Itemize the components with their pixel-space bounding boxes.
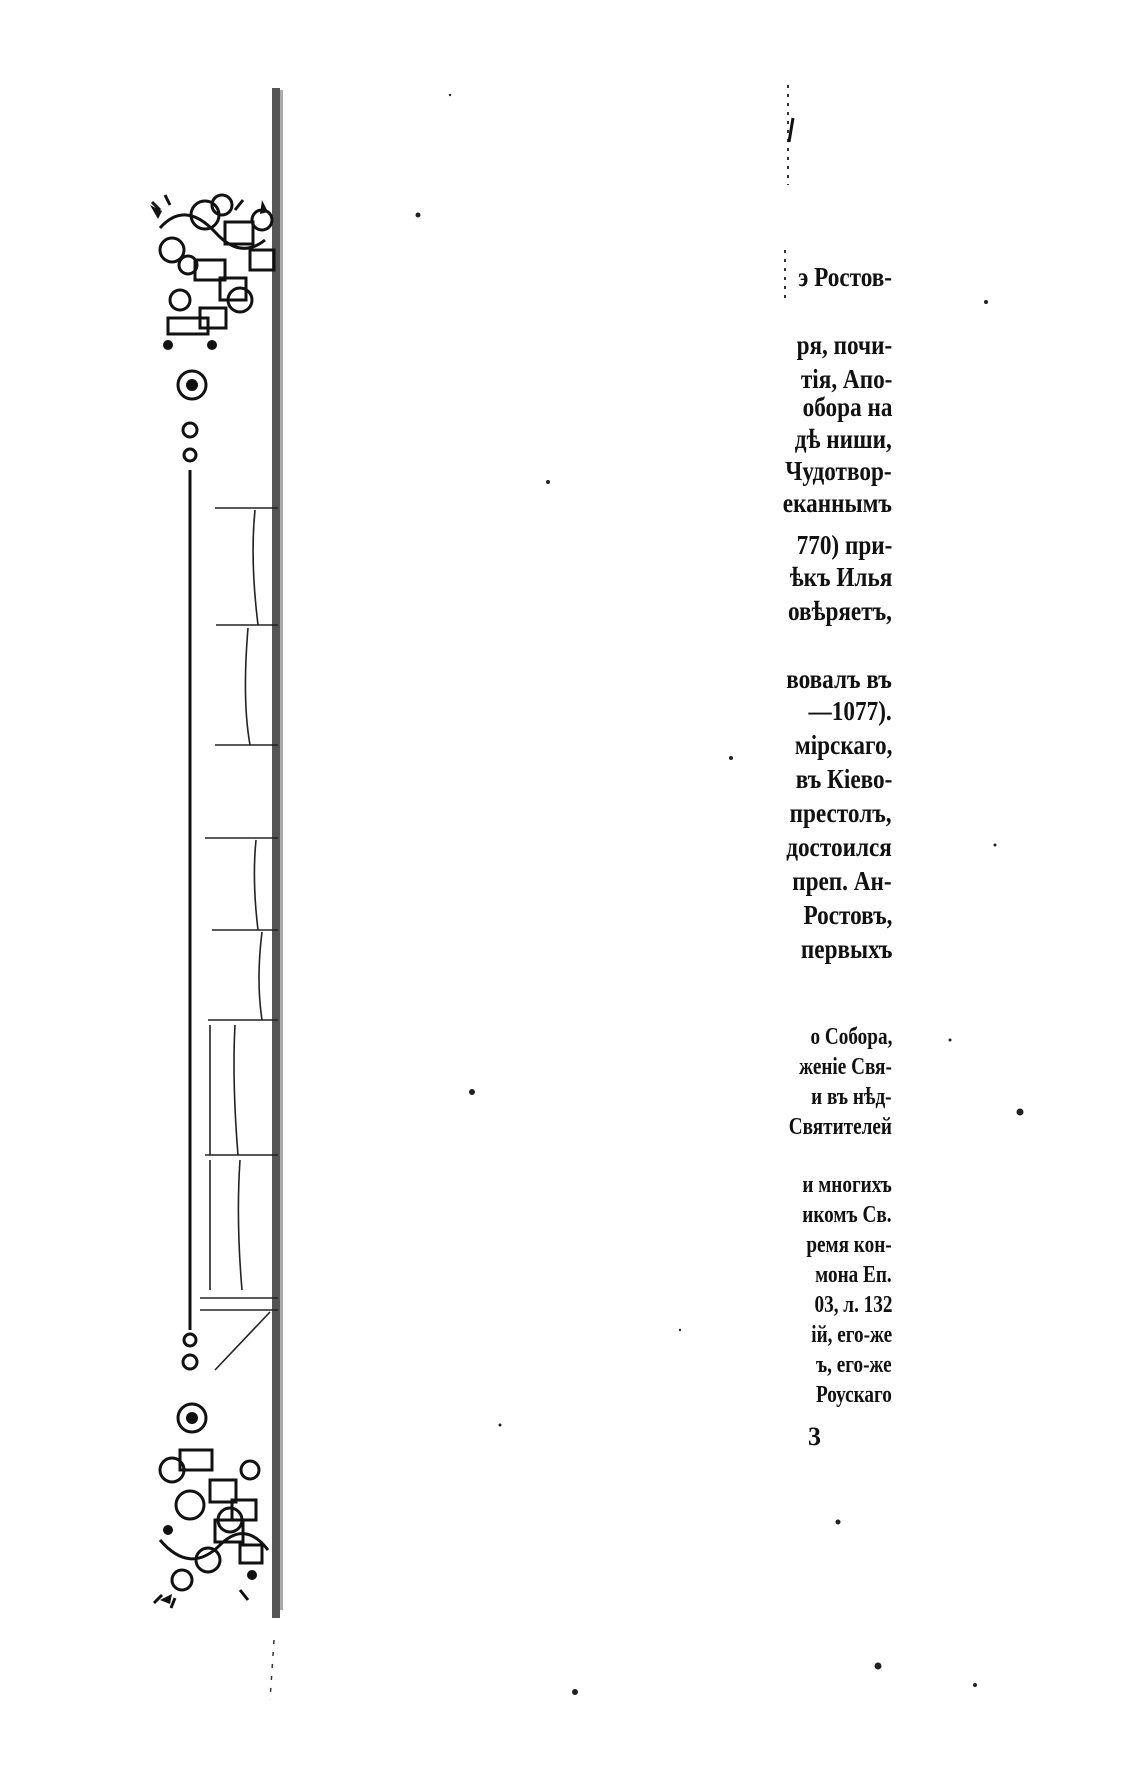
- text-line-19: первыхъ: [800, 934, 892, 964]
- crease-marks: [785, 85, 788, 300]
- text-line-1: э Ростов-: [798, 262, 892, 292]
- text-line-16: достоился: [786, 832, 892, 862]
- top-corner-ornament: [152, 195, 274, 461]
- page-number: 3: [808, 1422, 821, 1451]
- text-line-26: ремя кон-: [806, 1232, 892, 1258]
- text-line-28: 03, л. 132: [814, 1292, 892, 1318]
- text-line-20: о Собора,: [810, 1024, 892, 1050]
- text-line-30: ъ, его-же: [816, 1352, 892, 1378]
- text-line-27: мона Еп.: [815, 1262, 892, 1288]
- text-line-11: вовалъ въ: [786, 664, 892, 694]
- text-line-7: еканнымъ: [782, 488, 892, 518]
- binding-edge: [272, 88, 280, 1618]
- text-line-6: Чудотвор-: [785, 456, 892, 486]
- text-line-10: овѣряетъ,: [787, 596, 892, 626]
- text-line-22: и въ нѣд-: [811, 1084, 892, 1110]
- scan-specks: [416, 94, 1024, 1695]
- edge-mark: [789, 118, 793, 142]
- text-line-3: тія, Апо-: [800, 364, 892, 394]
- text-line-31: Роускаго: [816, 1382, 892, 1408]
- text-line-8: 770) при-: [796, 530, 892, 560]
- text-line-14: въ Кіево-: [795, 764, 892, 794]
- text-line-25: икомъ Св.: [802, 1202, 892, 1228]
- stone-wall-sketch: [200, 508, 278, 1370]
- text-line-13: мірскаго,: [794, 730, 892, 760]
- text-line-12: —1077).: [808, 696, 892, 726]
- binding-shadow: [280, 90, 283, 1610]
- text-line-24: и многихъ: [802, 1172, 892, 1198]
- text-line-23: Святителей: [788, 1114, 892, 1140]
- text-line-18: Ростовъ,: [803, 900, 892, 930]
- text-line-2: ря, почи-: [796, 330, 892, 360]
- text-line-5: дѣ ниши,: [794, 424, 892, 454]
- text-line-15: престолъ,: [790, 798, 892, 828]
- text-line-9: ѣкъ Илья: [789, 562, 892, 592]
- text-line-21: женіе Свя-: [799, 1054, 892, 1080]
- text-line-29: ій, его-же: [811, 1322, 892, 1348]
- margin-dashes: [270, 1640, 274, 1700]
- bottom-corner-ornament: [154, 1334, 268, 1608]
- text-line-17: преп. Ан-: [792, 866, 892, 896]
- text-line-4: обора на: [802, 392, 892, 422]
